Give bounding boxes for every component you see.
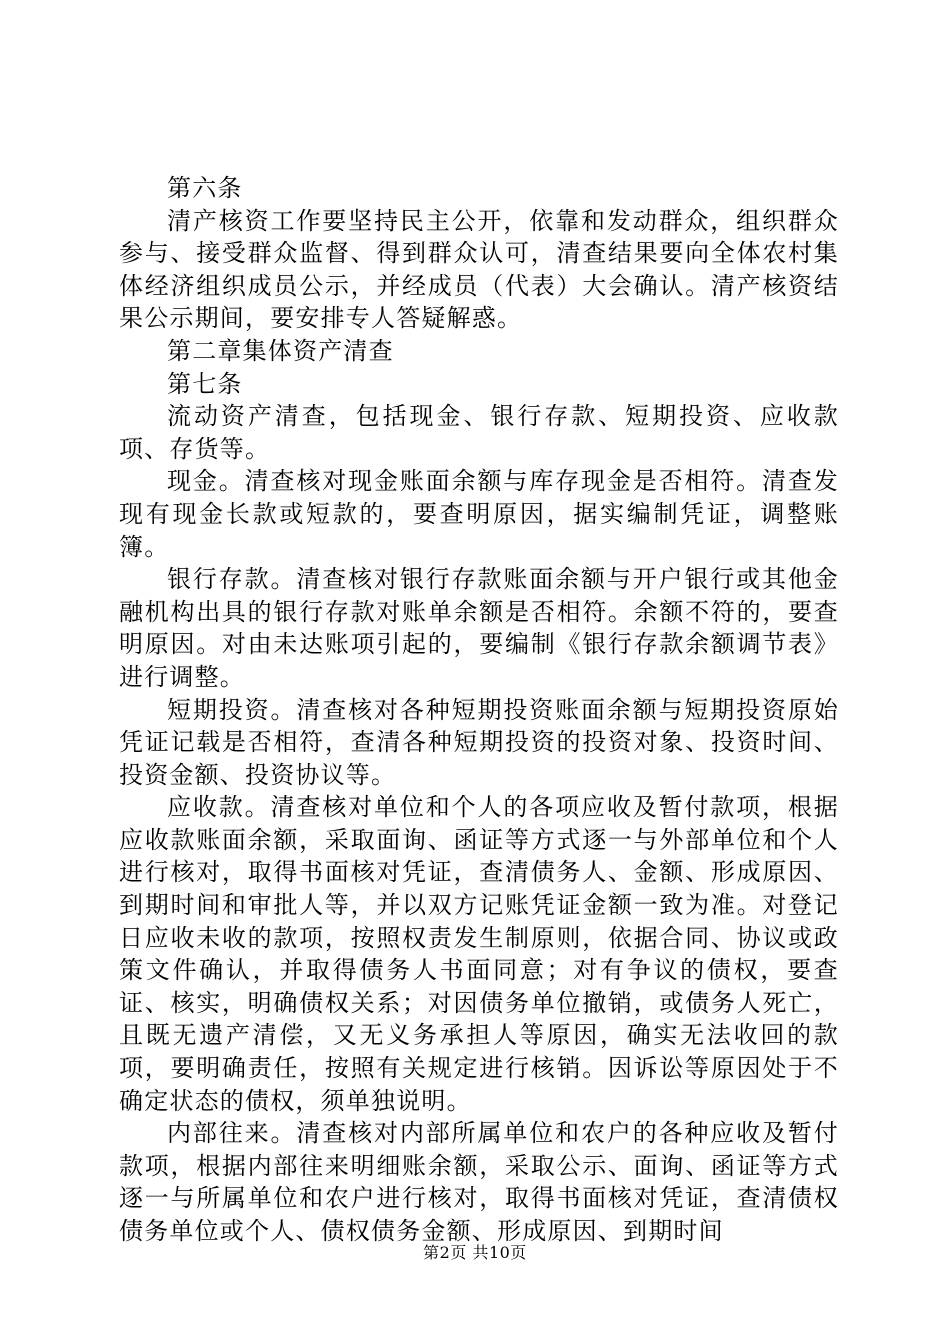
paragraph: 内部往来。清查核对内部所属单位和农户的各种应收及暂付款项，根据内部往来明细账余额，采取公示、面询、函证等方式逐一与所属单位和农户进行核对，取得书面核对凭证，查清债权债务单位或个人、债权债务金额、形成原因、到期时间 xyxy=(119,1119,839,1245)
paragraph: 银行存款。清查核对银行存款账面余额与开户银行或其他金融机构出具的银行存款对账单余额是否相符。余额不符的，要查明原因。对由未达账项引起的，要编制《银行存款余额调节表》进行调整。 xyxy=(119,565,839,691)
paragraph: 清产核资工作要坚持民主公开，依靠和发动群众，组织群众参与、接受群众监督、得到群众认可，清查结果要向全体农村集体经济组织成员公示，并经成员（代表）大会确认。清产核资结果公示期间，要安排专人答疑解惑。 xyxy=(119,206,839,333)
page-number-footer: 第2页 共10页 xyxy=(423,1243,527,1262)
paragraph: 应收款。清查核对单位和个人的各项应收及暂付款项，根据应收款账面余额，采取面询、函证等方式逐一与外部单位和个人进行核对，取得书面核对凭证，查清债务人、金额、形成原因、到期时间和审批人等，并以双方记账凭证金额一致为准。对登记日应收未收的款项，按照权责发生制原则，依据合同、协议或政策文件确认，并取得债务人书面同意；对有争议的债权，要查证、核实，明确债权关系；对因债务单位撤销，或债务人死亡，且既无遗产清偿，又无义务承担人等原因，确实无法收回的款项，要明确责任，按照有关规定进行核销。因诉讼等原因处于不确定状态的债权，须单独说明。 xyxy=(119,793,839,1115)
paragraph: 现金。清查核对现金账面余额与库存现金是否相符。清查发现有现金长款或短款的，要查明原因，据实编制凭证，调整账簿。 xyxy=(119,467,839,561)
paragraph: 短期投资。清查核对各种短期投资账面余额与短期投资原始凭证记载是否相符，查清各种短期投资的投资对象、投资时间、投资金额、投资协议等。 xyxy=(119,695,839,789)
chapter-heading: 第二章集体资产清查 xyxy=(167,336,394,365)
article-heading: 第七条 xyxy=(167,369,243,398)
paragraph: 流动资产清查，包括现金、银行存款、短期投资、应收款项、存货等。 xyxy=(119,402,839,463)
document-body xyxy=(119,172,839,1248)
article-heading: 第六条 xyxy=(167,174,243,202)
